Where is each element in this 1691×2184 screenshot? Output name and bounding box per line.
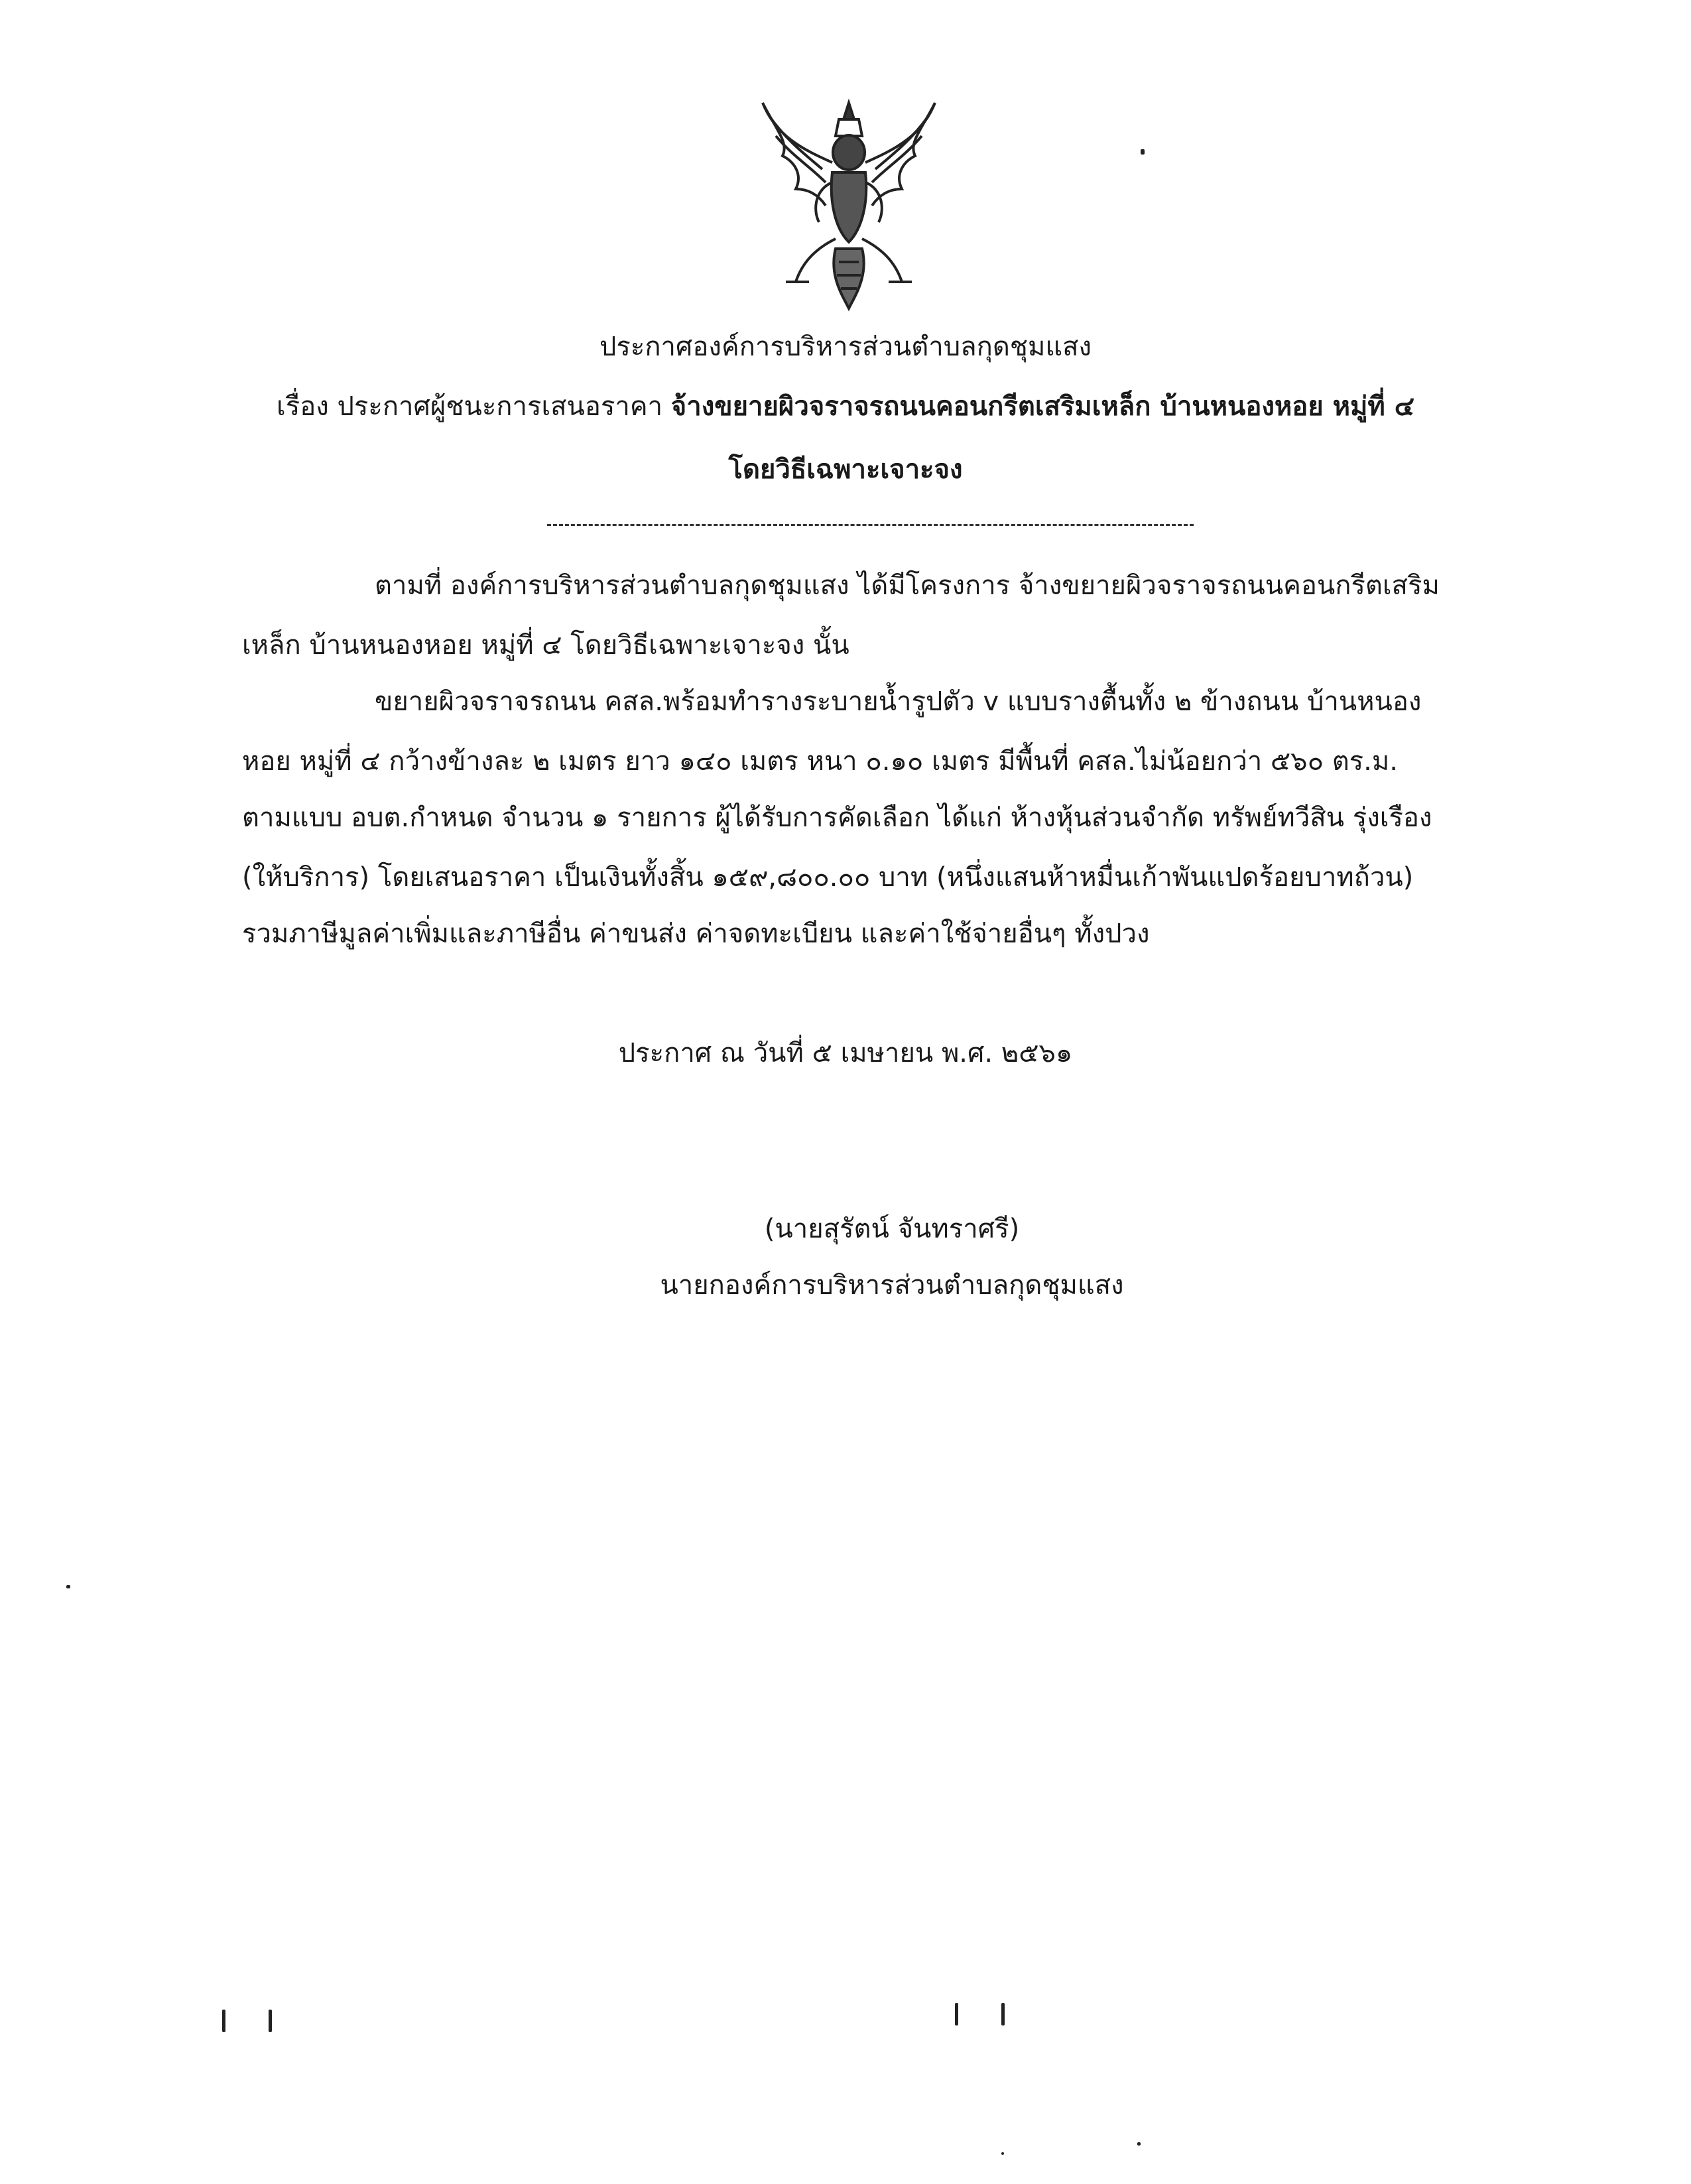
procurement-method: โดยวิธีเฉพาะเจาะจง <box>728 454 963 485</box>
paragraph-1-line-2: เหล็ก บ้านหนองหอย หมู่ที่ ๔ โดยวิธีเฉพาะเจาะจง นั้น <box>242 630 849 661</box>
scan-speck <box>955 2003 958 2025</box>
scan-speck <box>1141 149 1145 155</box>
scan-speck <box>1001 2152 1004 2155</box>
paragraph-2-line-1: ขยายผิวจราจรถนน คสล.พร้อมทำรางระบายน้ำรูปตัว v แบบรางตื้นทั้ง ๒ ข้างถนน บ้านหนอง <box>375 686 1422 717</box>
garuda-emblem-icon <box>756 90 942 315</box>
paragraph-2-line-2: หอย หมู่ที่ ๔ กว้างข้างละ ๒ เมตร ยาว ๑๔๐ เมตร หนา ๐.๑๐ เมตร มีพื้นที่ คสล.ไม่น้อยกว่า ๕๖๐ ตร.ม. <box>242 746 1398 777</box>
paragraph-2-line-5: รวมภาษีมูลค่าเพิ่มและภาษีอื่น ค่าขนส่ง ค่าจดทะเบียน และค่าใช้จ่ายอื่นๆ ทั้งปวง <box>242 919 1150 949</box>
paragraph-2-line-3: ตามแบบ อบต.กำหนด จำนวน ๑ รายการ ผู้ได้รับการคัดเลือก ได้แก่ ห้างหุ้นส่วนจำกัด ทรัพย์ทวีสิน รุ่งเรือง <box>242 803 1432 833</box>
paragraph-2-line-4: (ให้บริการ) โดยเสนอราคา เป็นเงินทั้งสิ้น ๑๕๙,๘๐๐.๐๐ บาท (หนึ่งแสนห้าหมื่นเก้าพันแปดร้อยบาทถ้วน) <box>242 862 1414 893</box>
subject-prefix: เรื่อง ประกาศผู้ชนะการเสนอราคา <box>277 391 671 422</box>
signer-name: (นายสุรัตน์ จันทราศรี) <box>764 1214 1020 1244</box>
scan-speck <box>1137 2142 1141 2146</box>
scan-speck <box>269 2010 272 2032</box>
signer-position: นายกองค์การบริหารส่วนตำบลกุดชุมแสง <box>660 1270 1124 1301</box>
scan-speck <box>1001 2003 1005 2025</box>
scan-speck <box>66 1585 70 1588</box>
announcement-title: ประกาศองค์การบริหารส่วนตำบลกุดชุมแสง <box>599 332 1092 362</box>
scan-speck <box>222 2010 225 2032</box>
separator-line <box>547 524 1194 526</box>
announcement-date: ประกาศ ณ วันที่ ๕ เมษายน พ.ศ. ๒๕๖๑ <box>618 1038 1073 1068</box>
announcement-subject <box>0 388 1691 425</box>
subject-project: จ้างขยายผิวจราจรถนนคอนกรีตเสริมเหล็ก บ้านหนองหอย หมู่ที่ ๔ <box>670 391 1414 422</box>
paragraph-1-line-1: ตามที่ องค์การบริหารส่วนตำบลกุดชุมแสง ได้มีโครงการ จ้างขยายผิวจราจรถนนคอนกรีตเสริม <box>375 570 1440 601</box>
